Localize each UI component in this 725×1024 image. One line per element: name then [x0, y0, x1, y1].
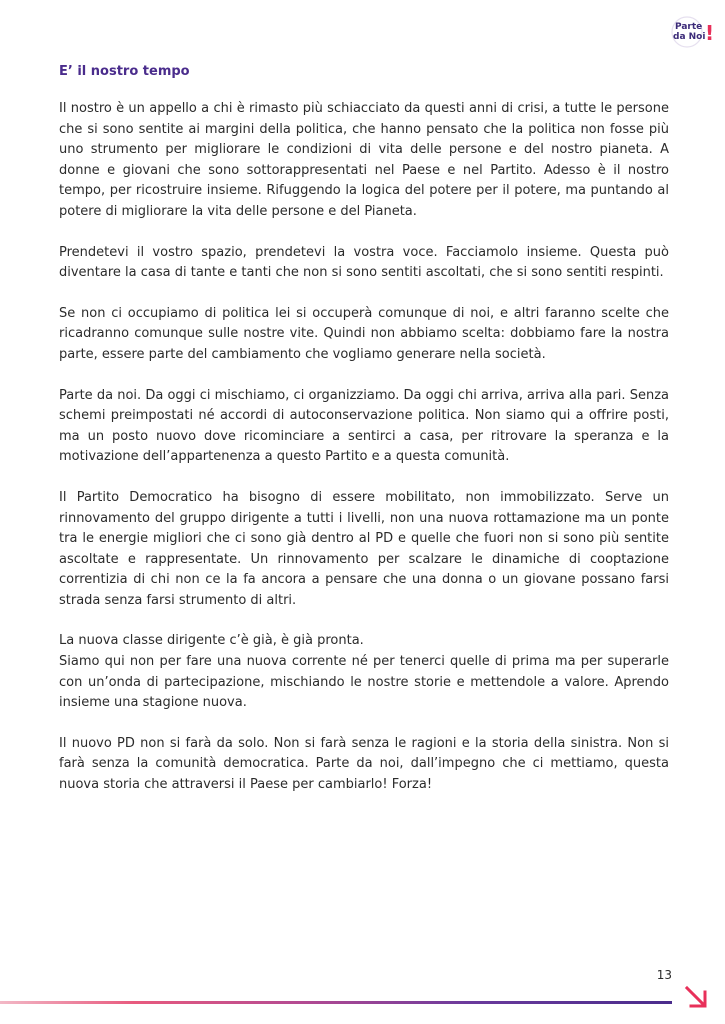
paragraph-7: Il nuovo PD non si farà da solo. Non si farà senza le ragioni e la storia della sinistra. Non si farà senza la comunità democratica. Parte da noi, dall’impegno che ci mettiamo, questa nuova storia che attraversi il Paese per cambiarlo! Forza! [59, 735, 669, 793]
paragraph-1: Il nostro è un appello a chi è rimasto più schiacciato da questi anni di crisi, a tutte le persone che si sono sentite ai margini della politica, che hanno pensato che la politica non fosse più uno strumento per migliorare le condizioni di vita delle persone e del nostro pianeta. A donne e giovani che sono sottorappresentati nel Paese e nel Partito. Adesso è il nostro tempo, per ricostruire insieme. Rifuggendo la logica del potere per il potere, ma puntando al potere di migliorare la vita delle persone e del Pianeta. [59, 101, 669, 219]
paragraph-6: La nuova classe dirigente c’è già, è già pronta. Siamo qui non per fare una nuova corrente né per tenerci quelle di prima ma per superarle con un’onda di partecipazione, mischiando le nostre storie e mettendole a valore. Aprendo insieme una stagione nuova. [59, 633, 669, 711]
main-content [59, 62, 669, 816]
section-title: E’ il nostro tempo [59, 64, 190, 79]
page-number: 13 [656, 968, 672, 982]
logo [671, 16, 715, 48]
logo-exclamation: ! [705, 21, 715, 45]
paragraph-2: Prendetevi il vostro spazio, prendetevi la vostra voce. Facciamolo insieme. Questa può diventare la casa di tante e tanti che non si sono sentiti ascoltati, che si sono sentiti respinti. [59, 244, 669, 281]
logo-line-2: da Noi [673, 32, 706, 42]
paragraph-5: Il Partito Democratico ha bisogno di essere mobilitato, non immobilizzato. Serve un rinnovamento del gruppo dirigente a tutti i livelli, non una nuova rottamazione ma un ponte tra le energie migliori che ci sono già dentro al PD e quelle che fuori non si sono più sentite ascoltate e rappresentate. Un rinnovamento per scalzare le dinamiche di cooptazione correntizia di chi non ce la fa ancora a pensare che una donna o un giovane possano farsi strada senza farsi strumento di altri. [59, 489, 669, 608]
logo-line-1: Parte [675, 22, 703, 32]
paragraph-4: Parte da noi. Da oggi ci mischiamo, ci organizziamo. Da oggi chi arriva, arriva alla pari. Senza schemi preimpostati né accordi di autoconservazione politica. Non siamo qui a offrire posti, ma un posto nuovo dove ricominciare a sentirci a casa, per ritrovare la speranza e la motivazione dell’appartenenza a questo Partito e a questa comunità. [59, 387, 669, 465]
arrow-down-right-icon [681, 985, 711, 1011]
logo-graphic [671, 16, 715, 48]
footer-gradient-line [0, 1001, 672, 1004]
paragraph-3: Se non ci occupiamo di politica lei si occuperà comunque di noi, e altri faranno scelte che ricadranno comunque sulle nostre vite. Quindi non abbiamo scelta: dobbiamo fare la nostra parte, essere parte del cambiamento che vogliamo generare nella società. [59, 305, 669, 362]
